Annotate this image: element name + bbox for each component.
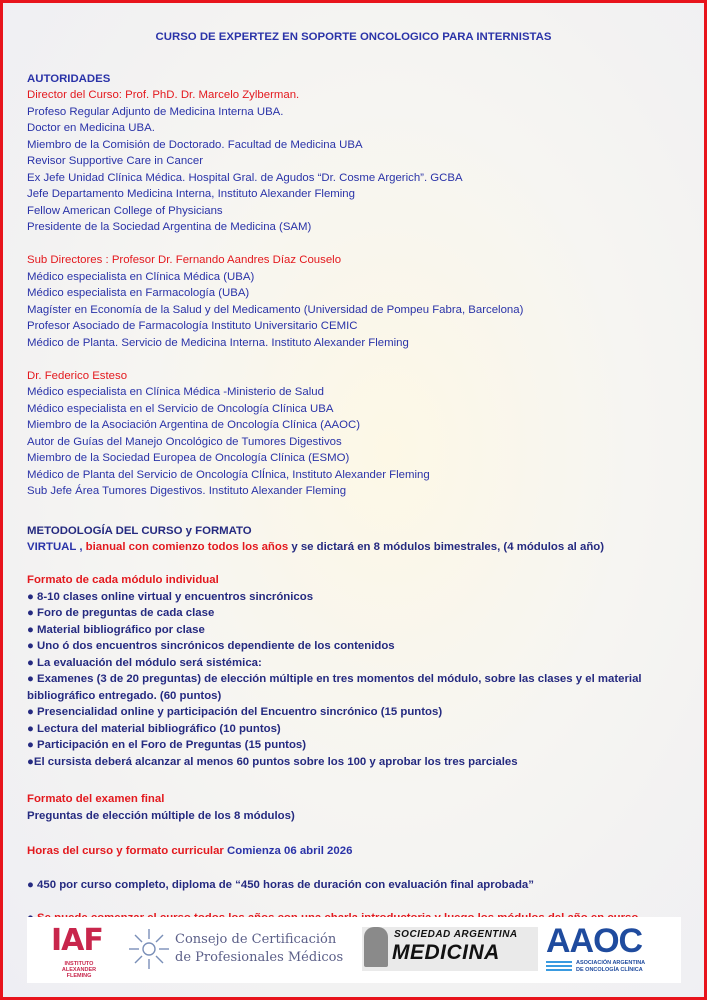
- credential-line: Médico especialista en el Servicio de Oncología Clínica UBA: [27, 402, 334, 415]
- director-name: Director del Curso: Prof. PhD. Dr. Marcelo Zylberman.: [27, 89, 300, 101]
- credential-line: Médico especialista en Farmacología (UBA): [27, 287, 250, 299]
- list-item: ● La evaluación del módulo será sistémica:: [27, 656, 262, 669]
- consejo-line1: Consejo de Certificación: [175, 932, 337, 947]
- list-item: ●El cursista deberá alcanzar al menos 60 puntos sobre los 100 y aprobar los tres parciales: [27, 755, 518, 768]
- credential-line: Sub Jefe Área Tumores Digestivos. Instituto Alexander Fleming: [27, 485, 347, 497]
- examen-final-heading: Formato del examen final: [27, 793, 165, 805]
- metodologia-summary: [27, 539, 687, 556]
- horas-line: [27, 843, 687, 860]
- aaoc-logo-sub1: ASOCIACIÓN ARGENTINA: [576, 960, 646, 966]
- formato-modulo-heading: Formato de cada módulo individual: [27, 574, 219, 586]
- list-item: ● Foro de preguntas de cada clase: [27, 607, 215, 619]
- list-item: ● Material bibliográfico por clase: [27, 623, 205, 636]
- credential-line: Médico especialista en Clínica Médica -Ministerio de Salud: [27, 386, 324, 398]
- sunburst-icon: [127, 927, 171, 971]
- credential-line: Fellow American College of Physicians: [27, 204, 223, 217]
- iaf-logo-text: IAF: [51, 923, 103, 958]
- credential-line: Médico de Planta del Servicio de Oncología ClÍnica, Instituto Alexander Fleming: [27, 468, 430, 481]
- sponsor-logos: [27, 917, 681, 983]
- credential-line: Jefe Departamento Medicina Interna, Instituto Alexander Fleming: [27, 188, 355, 200]
- director-credentials: [27, 104, 687, 236]
- list-item: ● Participación en el Foro de Preguntas (15 puntos): [27, 739, 307, 751]
- comienzo-date: Comienza 06 abril 2026: [223, 845, 353, 857]
- formato-modulo-list: [27, 589, 687, 771]
- page-title: CURSO DE EXPERTEZ EN SOPORTE ONCOLOGICO PARA INTERNISTAS: [155, 31, 552, 43]
- credential-line: Miembro de la Comisión de Doctorado. Facultad de Medicina UBA: [27, 138, 363, 151]
- iaf-logo-subtext: INSTITUTO ALEXANDER FLEMING: [61, 961, 97, 979]
- credential-line: Revisor Supportive Care in Cancer: [27, 155, 203, 167]
- examen-final-text: Preguntas de elección múltiple de los 8 módulos): [27, 809, 295, 822]
- autoridades-heading: AUTORIDADES: [27, 72, 111, 85]
- sam-logo-line1: SOCIEDAD ARGENTINA: [394, 929, 518, 940]
- credential-line: Médico de Planta. Servicio de Medicina Interna. Instituto Alexander Fleming: [27, 336, 409, 349]
- sam-logo: [342, 917, 532, 983]
- list-item: ● Lectura del material bibliográfico (10 puntos): [27, 722, 281, 735]
- subdirector-name: Sub Directores : Profesor Dr. Fernando Aandres Díaz Couselo: [27, 254, 342, 266]
- consejo-line2: de Profesionales Médicos: [175, 950, 344, 965]
- list-item: ● 8-10 clases online virtual y encuentros sincrónicos: [27, 590, 314, 603]
- esteso-name: Dr. Federico Esteso: [27, 369, 128, 382]
- horas-bullet: ● 450 por curso completo, diploma de “450 horas de duración con evaluación final aprobada”: [27, 878, 534, 891]
- consejo-logo: [127, 917, 342, 983]
- credential-line: Miembro de la Asociación Argentina de Oncología Clínica (AAOC): [27, 419, 361, 431]
- list-item: ● Uno ó dos encuentros sincrónicos dependiente de los contenidos: [27, 640, 395, 652]
- iaf-logo: [27, 917, 127, 983]
- credential-line: Autor de Guías del Manejo Oncológico de Tumores Digestivos: [27, 435, 342, 448]
- aaoc-logo-sub2: DE ONCOLOGÍA CLÍNICA: [576, 966, 643, 973]
- credential-line: Presidente de la Sociedad Argentina de Medicina (SAM): [27, 221, 312, 233]
- subdirector-credentials: [27, 269, 687, 352]
- credential-line: Doctor en Medicina UBA.: [27, 122, 155, 134]
- document-body: [27, 29, 687, 927]
- aaoc-logo: [532, 917, 672, 983]
- stripes-icon: [546, 961, 572, 963]
- sam-logo-line2: MEDICINA: [392, 941, 500, 964]
- metodologia-heading: METODOLOGÍA DEL CURSO y FORMATO: [27, 524, 252, 537]
- bianual-label: bianual con comienzo todos los años: [82, 541, 289, 553]
- credential-line: Médico especialista en Clínica Médica (UBA): [27, 270, 255, 283]
- horas-heading: Horas del curso y formato curricular: [27, 845, 224, 857]
- list-item: ● Presencialidad online y participación del Encuentro sincrónico (15 puntos): [27, 706, 443, 718]
- credential-line: Ex Jefe Unidad Clínica Médica. Hospital Gral. de Agudos “Dr. Cosme Argerich”. GCBA: [27, 171, 463, 184]
- credential-line: Profesor Asociado de Farmacología Instituto Universitario CEMIC: [27, 320, 358, 332]
- aaoc-logo-text: AAOC: [546, 922, 643, 960]
- virtual-label: VIRTUAL ,: [27, 541, 83, 553]
- esteso-credentials: [27, 384, 687, 500]
- credential-line: Miembro de la Sociedad Europea de Oncología Clínica (ESMO): [27, 452, 350, 464]
- credential-line: Profeso Regular Adjunto de Medicina Interna UBA.: [27, 105, 284, 118]
- list-item: ● Examenes (3 de 20 preguntas) de elección múltiple en tres momentos del módulo, sobre las clases y el material bibliográfico entregado. (60 puntos): [27, 673, 642, 702]
- credential-line: Magíster en Economía de la Salud y del Medicamento (Universidad de Pompeu Fabra, Barcelona): [27, 303, 524, 316]
- bust-icon: [364, 927, 388, 967]
- modulos-text: y se dictará en 8 módulos bimestrales, (4 módulos al año): [288, 541, 605, 553]
